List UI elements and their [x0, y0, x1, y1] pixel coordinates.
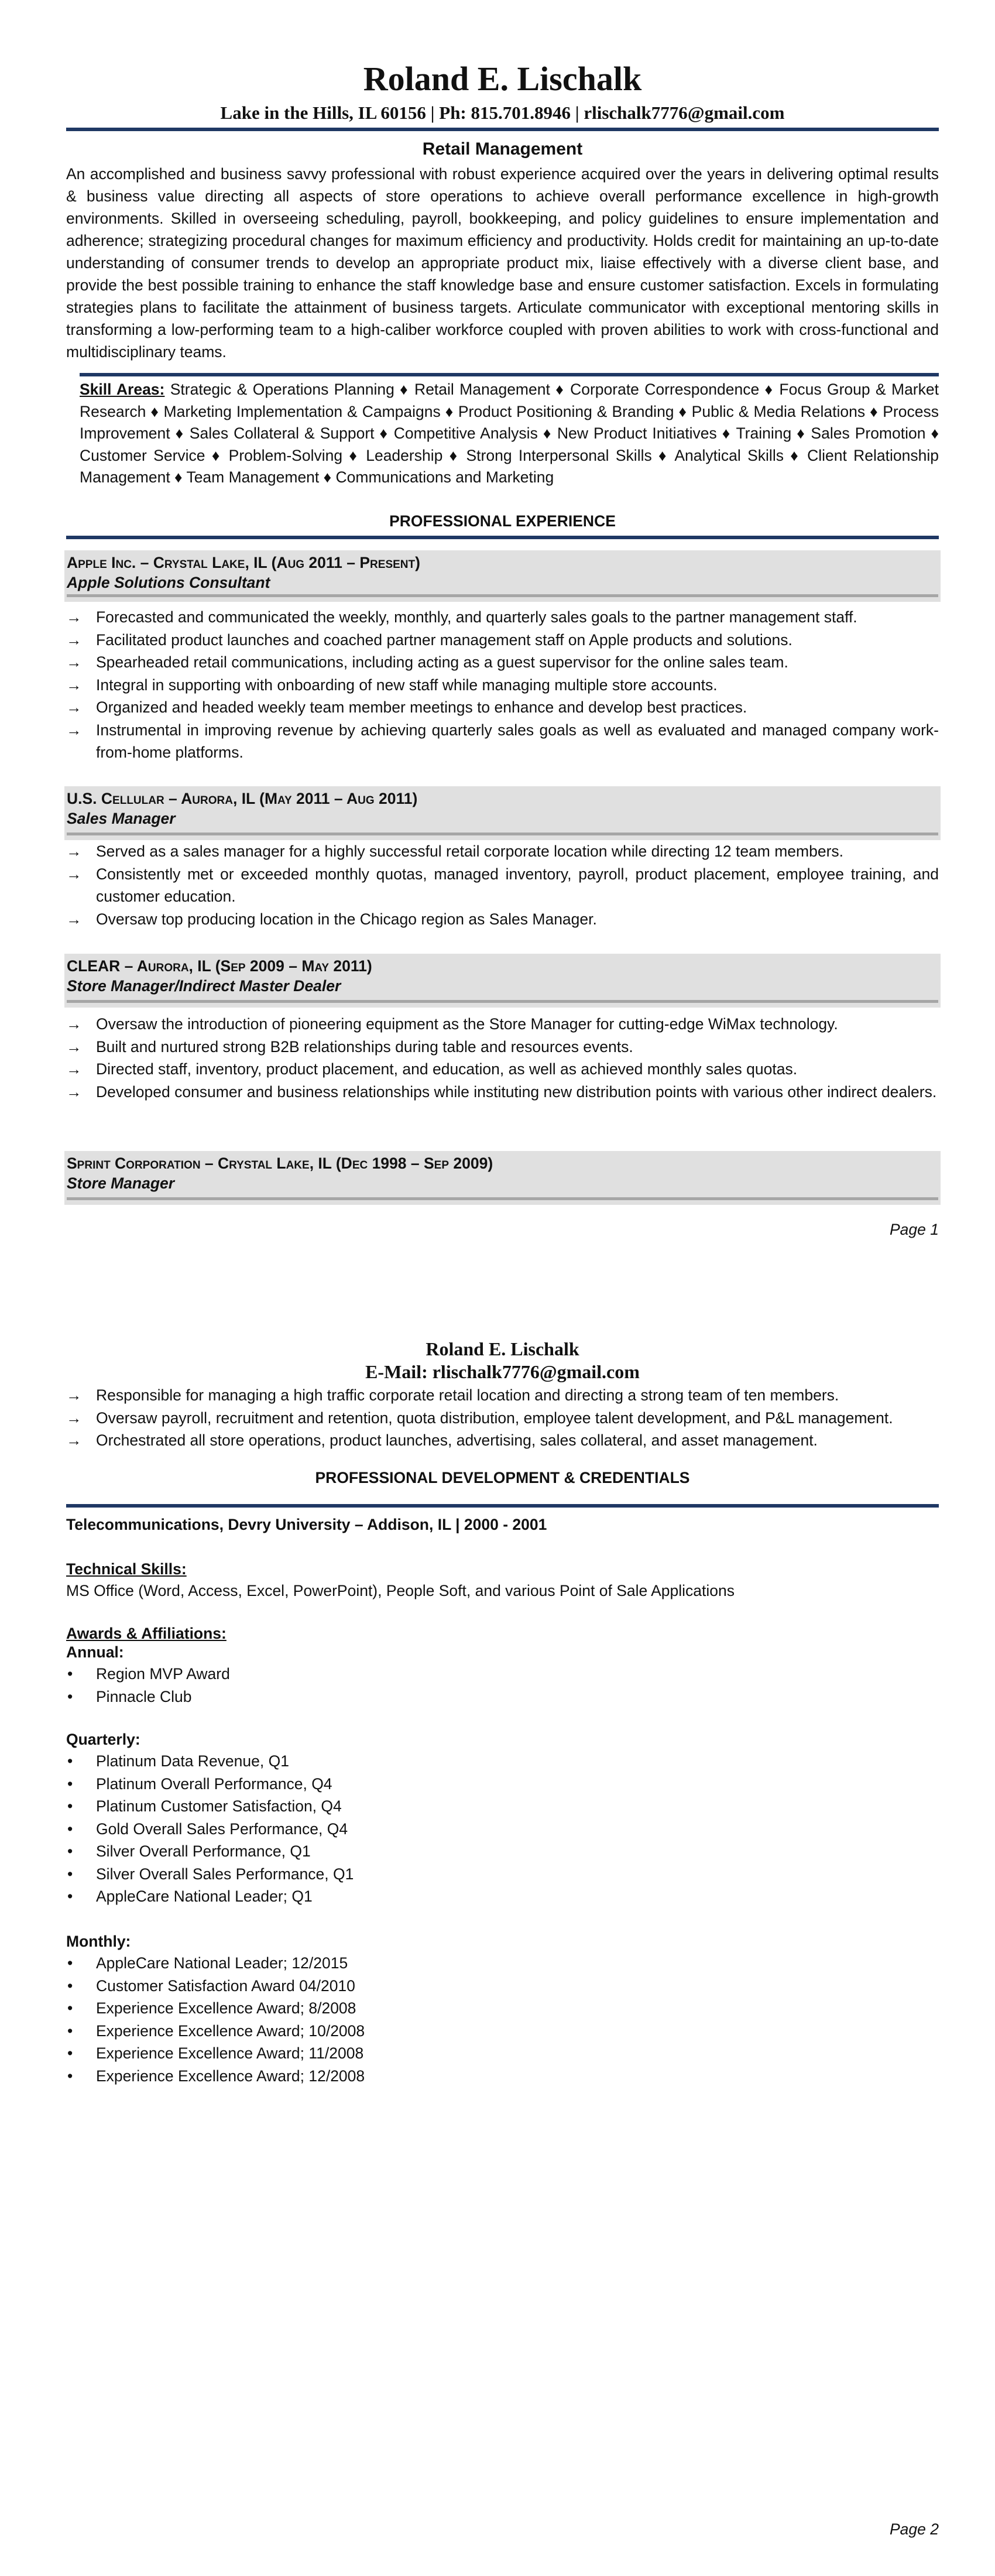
job-bullet-item: [66, 840, 939, 863]
award-group-label: Annual:: [66, 1643, 124, 1661]
job-bullet-text: Served as a sales manager for a highly successful retail corporate location while directing 12 team members.: [96, 842, 844, 860]
bullet-dot-icon: •: [67, 2022, 73, 2040]
skills-divider: [80, 373, 939, 376]
award-item-text: Platinum Customer Satisfaction, Q4: [96, 1797, 342, 1815]
award-item: [66, 1818, 939, 1841]
arrow-icon: →: [66, 608, 82, 626]
page2-email: E-Mail: rlischalk7776@gmail.com: [365, 1361, 640, 1382]
bullet-dot-icon: •: [67, 1842, 73, 1860]
job-company: Sprint Corporation – Crystal Lake, IL (Dec 1998 – Sep 2009): [67, 1155, 493, 1172]
job-bullet-text: Developed consumer and business relationships while instituting new distribution points with various other indirect dealers.: [96, 1083, 937, 1101]
summary-paragraph: An accomplished and business savvy professional with robust experience acquired over the years in delivering optimal results & business value directing all aspects of store operations to achieve overall performance excellence in high-growth environments. Skilled in overseeing scheduling, payroll, bookkeeping, and policy guidelines to ensure implementation and adherence; strategizing procedural changes for maximum efficiency and productivity. Holds credit for maintaining an up-to-date understanding of consumer trends to develop an appropriate product mix, liaise effectively with a diverse client base, and provide the best possible training to enhance the staff knowledge base and ensure customer satisfaction. Excels in formulating strategies plans to facilitate the attainment of business targets. Articulate communicator with exceptional mentoring skills in transforming a low-performing team to a high-caliber workforce coupled with proven abilities to work with cross-functional and multidisciplinary teams.: [66, 165, 939, 361]
award-group-0: [66, 1642, 939, 1708]
job-title: Store Manager: [67, 1174, 175, 1192]
page2-name: Roland E. Lischalk: [426, 1338, 579, 1359]
arrow-icon: →: [66, 698, 82, 716]
bullet-dot-icon: •: [67, 1865, 73, 1883]
award-group-label: Quarterly:: [66, 1731, 140, 1748]
award-item: [66, 1863, 939, 1886]
job-bullet-text: Facilitated product launches and coached partner management staff on Apple products and solutions.: [96, 631, 792, 649]
award-item-text: AppleCare National Leader; 12/2015: [96, 1954, 348, 1972]
award-list: [66, 1750, 939, 1908]
job-bullet-item: [66, 651, 939, 674]
bullet-dot-icon: •: [67, 1888, 73, 1905]
award-item: [66, 1997, 939, 2020]
job-header-2: [64, 954, 941, 1008]
job-title: Sales Manager: [67, 810, 176, 827]
award-group-1: [66, 1729, 939, 1908]
arrow-icon: →: [66, 1386, 82, 1404]
arrow-icon: →: [66, 842, 82, 860]
award-item-text: Silver Overall Performance, Q1: [96, 1842, 311, 1860]
award-item-text: Experience Excellence Award; 8/2008: [96, 1999, 356, 2017]
job-title: Store Manager/Indirect Master Dealer: [67, 977, 341, 995]
job-title: Apple Solutions Consultant: [67, 574, 270, 591]
arrow-icon: →: [66, 676, 82, 694]
award-list: [66, 1952, 939, 2087]
contact-line: Lake in the Hills, IL 60156 | Ph: 815.701.8946 | rlischalk7776@gmail.com: [220, 102, 785, 123]
bullet-dot-icon: •: [67, 1665, 73, 1683]
job-bullet-text: Spearheaded retail communications, including acting as a guest supervisor for the online sales team.: [96, 653, 788, 671]
job-bullet-item: [66, 1429, 939, 1452]
award-item: [66, 1773, 939, 1796]
technical-skills-label: Technical Skills:: [66, 1560, 187, 1578]
award-item: [66, 1840, 939, 1863]
award-item-text: AppleCare National Leader; Q1: [96, 1888, 313, 1905]
page-number-2: Page 2: [890, 2520, 939, 2538]
header-divider: [66, 128, 939, 131]
education-entry: Telecommunications, Devry University – Addison, IL | 2000 - 2001: [66, 1516, 547, 1533]
job-company: CLEAR – Aurora, IL (Sep 2009 – May 2011): [67, 957, 372, 975]
arrow-icon: →: [66, 910, 82, 928]
job-bullet-text: Oversaw top producing location in the Chicago region as Sales Manager.: [96, 910, 597, 928]
page-number-1: Page 1: [890, 1221, 939, 1238]
headline: Retail Management: [422, 139, 583, 159]
award-item: [66, 1663, 939, 1686]
job-bullet-text: Oversaw payroll, recruitment and retention, quota distribution, employee talent development, and P&L management.: [96, 1409, 893, 1427]
experience-heading: PROFESSIONAL EXPERIENCE: [389, 512, 616, 530]
job-bullets: [66, 1384, 939, 1452]
job-bullets: [66, 1013, 939, 1103]
award-item-text: Experience Excellence Award; 11/2008: [96, 2044, 364, 2062]
arrow-icon: →: [66, 1083, 82, 1101]
bullet-dot-icon: •: [67, 1752, 73, 1770]
bullet-dot-icon: •: [67, 1999, 73, 2017]
job-bullet-item: [66, 1058, 939, 1081]
job-bullet-text: Forecasted and communicated the weekly, monthly, and quarterly sales goals to the partner management staff.: [96, 608, 857, 626]
job-bullets: [66, 840, 939, 930]
job-bullet-item: [66, 629, 939, 652]
job-bullet-text: Directed staff, inventory, product placement, and education, as well as achieved monthly sales quotas.: [96, 1060, 798, 1078]
job-bullet-text: Instrumental in improving revenue by achieving quarterly sales goals as well as evaluated and managed company work-from-home platforms.: [96, 721, 939, 761]
bullet-dot-icon: •: [67, 1976, 73, 1995]
arrow-icon: →: [66, 1037, 82, 1056]
job-bullet-item: [66, 1036, 939, 1059]
award-item: [66, 1750, 939, 1773]
bullet-dot-icon: •: [67, 1687, 73, 1705]
job-bullet-text: Oversaw the introduction of pioneering equipment as the Store Manager for cutting-edge WiMax technology.: [96, 1015, 838, 1033]
award-item-text: Region MVP Award: [96, 1665, 230, 1683]
arrow-icon: →: [66, 1431, 82, 1449]
job-bullet-text: Organized and headed weekly team member meetings to enhance and develop best practices.: [96, 698, 747, 716]
award-list: [66, 1663, 939, 1708]
award-item-text: Gold Overall Sales Performance, Q4: [96, 1820, 348, 1838]
skill-areas-label: Skill Areas:: [80, 381, 165, 398]
job-bullet-item: [66, 1384, 939, 1407]
job-bullet-text: Built and nurtured strong B2B relationships during table and resources events.: [96, 1037, 633, 1056]
award-item-text: Platinum Overall Performance, Q4: [96, 1775, 332, 1793]
job-bullet-text: Integral in supporting with onboarding of new staff while managing multiple store accounts.: [96, 676, 718, 694]
award-item: [66, 2020, 939, 2043]
award-item: [66, 1975, 939, 1998]
job-header-underline: [67, 594, 938, 597]
award-item: [66, 2065, 939, 2088]
credentials-heading: PROFESSIONAL DEVELOPMENT & CREDENTIALS: [315, 1469, 690, 1486]
arrow-icon: →: [66, 653, 82, 671]
job-bullet-item: [66, 696, 939, 719]
award-item: [66, 2042, 939, 2065]
award-item: [66, 1686, 939, 1708]
credentials-divider: [66, 1504, 939, 1508]
job-header-underline: [67, 1197, 938, 1200]
job-bullet-item: [66, 1081, 939, 1104]
job-bullet-text: Consistently met or exceeded monthly quotas, managed inventory, payroll, product placement, employee training, and customer education.: [96, 865, 939, 905]
award-item-text: Silver Overall Sales Performance, Q1: [96, 1865, 354, 1883]
bullet-dot-icon: •: [67, 1775, 73, 1793]
job-company: U.S. Cellular – Aurora, IL (May 2011 – Aug 2011): [67, 790, 418, 807]
bullet-dot-icon: •: [67, 1820, 73, 1838]
arrow-icon: →: [66, 1060, 82, 1078]
job-bullet-item: [66, 1407, 939, 1430]
job-header-3: [64, 1151, 941, 1205]
job-bullet-item: [66, 863, 939, 908]
job-header-0: [64, 550, 941, 602]
award-item-text: Experience Excellence Award; 10/2008: [96, 2022, 365, 2040]
job-bullet-item: [66, 674, 939, 697]
award-item-text: Experience Excellence Award; 12/2008: [96, 2067, 365, 2085]
bullet-dot-icon: •: [67, 2067, 73, 2085]
award-group-2: [66, 1931, 939, 2087]
resume-name: Roland E. Lischalk: [363, 60, 642, 98]
job-bullet-item: [66, 719, 939, 764]
job-company: Apple Inc. – Crystal Lake, IL (Aug 2011 – Present): [67, 554, 420, 571]
award-item-text: Customer Satisfaction Award 04/2010: [96, 1976, 355, 1995]
job-bullet-item: [66, 1013, 939, 1036]
award-item: [66, 1885, 939, 1908]
skill-areas-text: Strategic & Operations Planning ♦ Retail Management ♦ Corporate Correspondence ♦ Focus Group & Market Research ♦ Marketing Implementation & Campaigns ♦ Product Positioning & Branding ♦ Public & Media Relations ♦ Process Improvement ♦ Sales Collateral & Support ♦ Competitive Analysis ♦ New Product Initiatives ♦ Training ♦ Sales Promotion ♦ Customer Service ♦ Problem-Solving ♦ Leadership ♦ Strong Interpersonal Skills ♦ Analytical Skills ♦ Client Relationship Management ♦ Team Management ♦ Communications and Marketing: [80, 381, 939, 486]
bullet-dot-icon: •: [67, 1954, 73, 1972]
bullet-dot-icon: •: [67, 2044, 73, 2062]
arrow-icon: →: [66, 631, 82, 649]
job-bullet-text: Responsible for managing a high traffic corporate retail location and directing a strong team of ten members.: [96, 1386, 839, 1404]
award-item-text: Pinnacle Club: [96, 1687, 192, 1705]
job-bullet-item: [66, 908, 939, 931]
award-item-text: Platinum Data Revenue, Q1: [96, 1752, 289, 1770]
job-bullet-text: Orchestrated all store operations, product launches, advertising, sales collateral, and asset management.: [96, 1431, 818, 1449]
technical-skills-text: MS Office (Word, Access, Excel, PowerPoint), People Soft, and various Point of Sale Applications: [66, 1582, 735, 1599]
bullet-dot-icon: •: [67, 1797, 73, 1815]
experience-divider: [66, 536, 939, 539]
job-bullet-item: [66, 606, 939, 629]
job-header-underline: [67, 1000, 938, 1003]
job-bullets: [66, 606, 939, 764]
arrow-icon: →: [66, 1409, 82, 1427]
job-header-underline: [67, 833, 938, 835]
award-item: [66, 1795, 939, 1818]
arrow-icon: →: [66, 1015, 82, 1033]
arrow-icon: →: [66, 721, 82, 739]
arrow-icon: →: [66, 865, 82, 883]
award-group-label: Monthly:: [66, 1933, 131, 1950]
awards-label: Awards & Affiliations:: [66, 1625, 227, 1642]
skill-areas: [80, 379, 939, 489]
job-header-1: [64, 786, 941, 840]
award-item: [66, 1952, 939, 1975]
